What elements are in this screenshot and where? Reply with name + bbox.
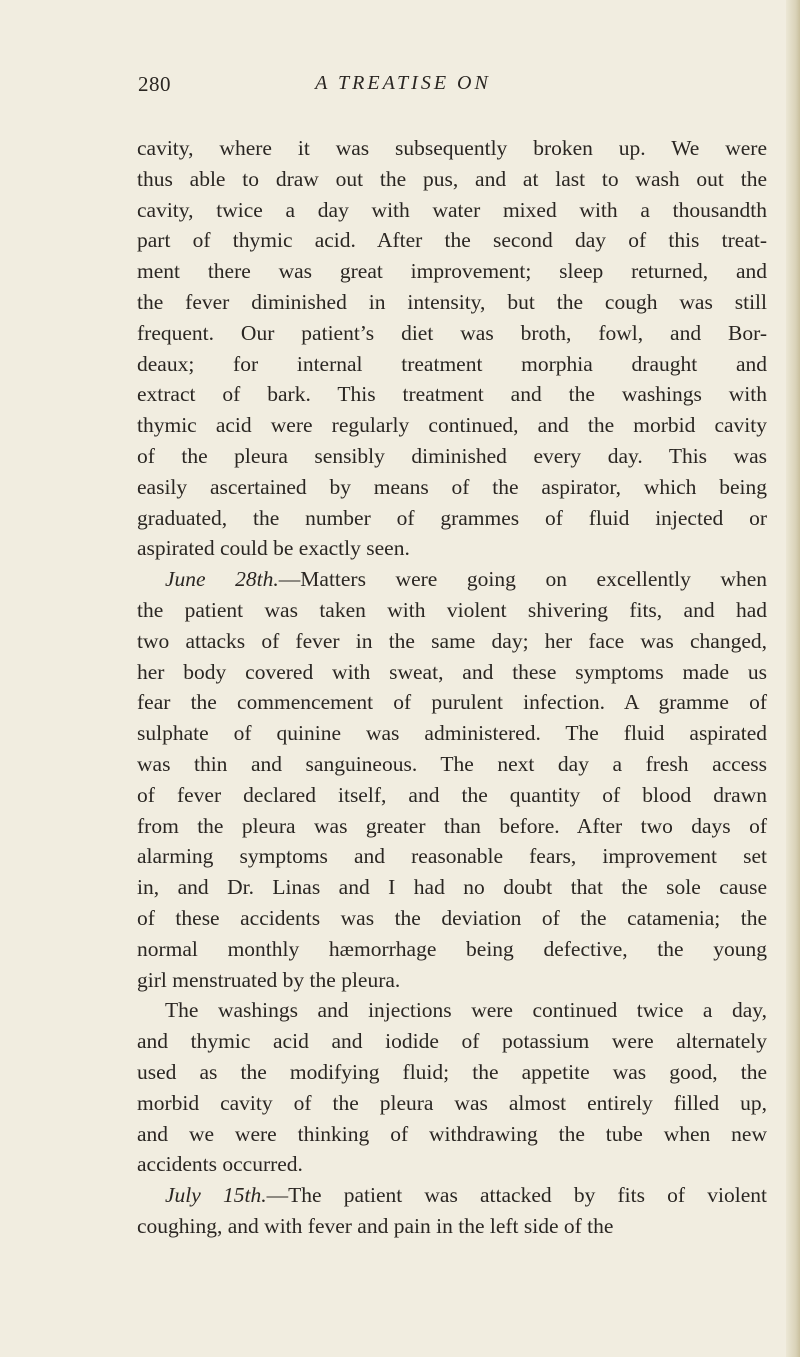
date-label: June 28th. [165, 567, 279, 592]
text-line: accidents occurred. [137, 1152, 303, 1177]
text-line: graduated, the number of grammes of fluid injected or [137, 505, 767, 530]
paragraph-3 [137, 995, 767, 1180]
paragraph-1 [137, 133, 767, 564]
page-header [138, 72, 668, 102]
text-line: easily ascertained by means of the aspirator, which being [137, 474, 767, 499]
text-line: deaux; for internal treatment morphia draught and [137, 351, 767, 376]
text-line: cavity, twice a day with water mixed with a thousandth [137, 197, 767, 222]
text-line: cavity, where it was subsequently broken up. We were [137, 136, 767, 160]
text-line: and we were thinking of withdrawing the tube when new [137, 1121, 767, 1146]
paragraph-2 [137, 564, 767, 995]
text-line: of fever declared itself, and the quantity of blood drawn [137, 782, 767, 807]
page-number: 280 [138, 72, 171, 96]
body-text [137, 133, 767, 1242]
text-line: of the pleura sensibly diminished every day. This was [137, 443, 767, 468]
text-line: of these accidents was the deviation of the catamenia; the [137, 905, 767, 930]
text-line: was thin and sanguineous. The next day a fresh access [137, 751, 767, 776]
running-head: A TREATISE ON [315, 72, 491, 94]
text-line: The washings and injections were continued twice a day, [165, 998, 767, 1023]
text-line: thus able to draw out the pus, and at last to wash out the [137, 166, 767, 191]
text-line: the fever diminished in intensity, but the cough was still [137, 289, 767, 314]
text-line: her body covered with sweat, and these symptoms made us [137, 659, 767, 684]
text-line: —Matters were going on excellently when [278, 567, 768, 592]
text-line: and thymic acid and iodide of potassium were alternately [137, 1029, 767, 1054]
date-label: July 15th. [165, 1183, 267, 1208]
text-line: normal monthly hæmorrhage being defective, the young [137, 936, 767, 961]
text-line: from the pleura was greater than before. After two days of [137, 813, 767, 838]
text-line: used as the modifying fluid; the appetite was good, the [137, 1059, 767, 1084]
text-line: morbid cavity of the pleura was almost entirely filled up, [137, 1090, 767, 1115]
text-line: in, and Dr. Linas and I had no doubt that the sole cause [137, 875, 767, 900]
text-line: two attacks of fever in the same day; her face was changed, [137, 628, 767, 653]
text-line: girl menstruated by the pleura. [137, 967, 401, 992]
text-line: alarming symptoms and reasonable fears, improvement set [137, 844, 767, 869]
text-line: the patient was taken with violent shivering fits, and had [137, 597, 767, 622]
text-line: coughing, and with fever and pain in the left side of the [137, 1213, 614, 1238]
paragraph-4 [137, 1180, 767, 1242]
text-line: frequent. Our patient’s diet was broth, fowl, and Bor- [137, 320, 767, 345]
dateline [137, 564, 767, 595]
text-line: part of thymic acid. After the second day of this treat- [137, 228, 767, 253]
text-line: —The patient was attacked by fits of violent [266, 1183, 767, 1208]
page-edge [786, 0, 800, 1357]
text-line: aspirated could be exactly seen. [137, 536, 410, 561]
text-line: sulphate of quinine was administered. The fluid aspirated [137, 721, 767, 746]
text-line: thymic acid were regularly continued, and the morbid cavity [137, 413, 767, 438]
dateline [137, 1180, 767, 1211]
text-line: ment there was great improvement; sleep returned, and [137, 259, 767, 284]
text-line: fear the commencement of purulent infection. A gramme of [137, 690, 767, 715]
text-line: extract of bark. This treatment and the washings with [137, 382, 767, 407]
